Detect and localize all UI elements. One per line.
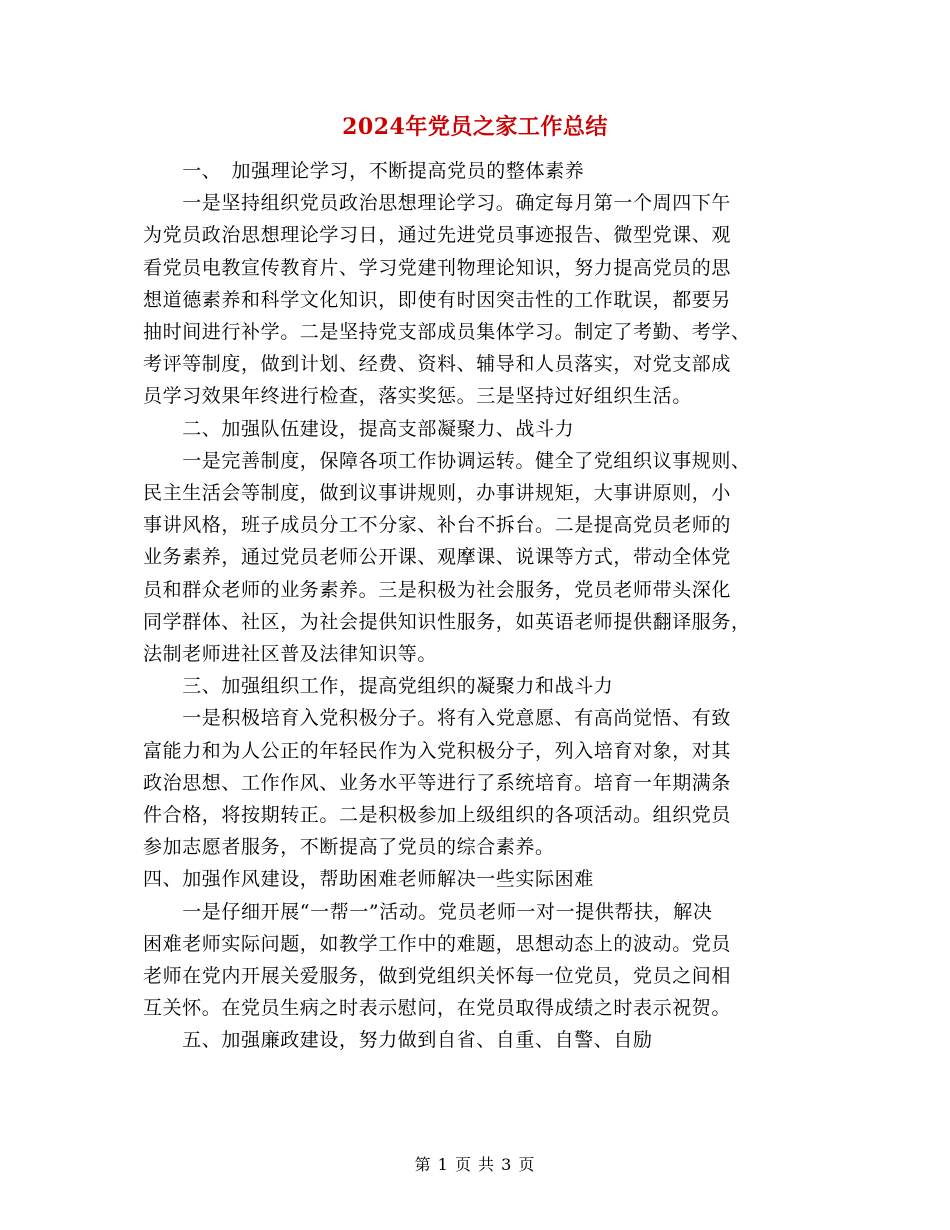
body-line: 三、加强组织工作，提高党组织的凝聚力和战斗力	[143, 675, 614, 697]
body-line: 一是坚持组织党员政治思想理论学习。确定每月第一个周四下午	[143, 192, 732, 214]
body-line: 一是完善制度，保障各项工作协调运转。健全了党组织议事规则、	[143, 450, 751, 472]
body-line: 同学群体、社区，为社会提供知识性服务，如英语老师提供翻译服务，	[143, 611, 751, 633]
body-line: 抽时间进行补学。二是坚持党支部成员集体学习。制定了考勤、考学、	[143, 321, 751, 343]
body-line: 业务素养，通过党员老师公开课、观摩课、说课等方式，带动全体党	[143, 546, 732, 568]
body-line: 法制老师进社区普及法律知识等。	[143, 643, 438, 665]
body-line: 互关怀。在党员生病之时表示慰问，在党员取得成绩之时表示祝贺。	[143, 997, 732, 1019]
page-footer: 第 1 页 共 3 页	[414, 1155, 536, 1174]
body-line: 四、加强作风建设，帮助困难老师解决一些实际困难	[143, 868, 594, 890]
document-title: 2024年党员之家工作总结	[342, 114, 608, 140]
body-line: 为党员政治思想理论学习日，通过先进党员事迹报告、微型党课、观	[143, 224, 732, 246]
body-line: 考评等制度，做到计划、经费、资料、辅导和人员落实，对党支部成	[143, 353, 732, 375]
body-line: 一是积极培育入党积极分子。将有入党意愿、有高尚觉悟、有致	[143, 707, 732, 729]
body-line: 员学习效果年终进行检查，落实奖惩。三是坚持过好组织生活。	[143, 385, 692, 407]
body-line: 一、 加强理论学习，不断提高党员的整体素养	[143, 160, 585, 182]
body-line: 二、加强队伍建设，提高支部凝聚力、战斗力	[143, 418, 575, 440]
body-line: 参加志愿者服务，不断提高了党员的综合素养。	[143, 836, 555, 858]
body-line: 民主生活会等制度，做到议事讲规则，办事讲规矩，大事讲原则，小	[143, 482, 732, 504]
body-line: 五、加强廉政建设，努力做到自省、自重、自警、自励	[143, 1029, 653, 1051]
body-line: 看党员电教宣传教育片、学习党建刊物理论知识，努力提高党员的思	[143, 257, 732, 279]
body-line: 困难老师实际问题，如教学工作中的难题，思想动态上的波动。党员	[143, 933, 732, 955]
body-line: 想道德素养和科学文化知识，即使有时因突击性的工作耽误，都要另	[143, 289, 732, 311]
body-line: 政治思想、工作作风、业务水平等进行了系统培育。培育一年期满条	[143, 772, 732, 794]
body-line: 富能力和为人公正的年轻民作为入党积极分子，列入培育对象，对其	[143, 740, 732, 762]
body-line: 老师在党内开展关爱服务，做到党组织关怀每一位党员，党员之间相	[143, 965, 732, 987]
body-line: 一是仔细开展“一帮一”活动。党员老师一对一提供帮扶，解决	[143, 901, 713, 923]
body-line: 件合格，将按期转正。二是积极参加上级组织的各项活动。组织党员	[143, 804, 732, 826]
body-line: 员和群众老师的业务素养。三是积极为社会服务，党员老师带头深化	[143, 579, 732, 601]
body-line: 事讲风格，班子成员分工不分家、补台不拆台。二是提高党员老师的	[143, 514, 732, 536]
